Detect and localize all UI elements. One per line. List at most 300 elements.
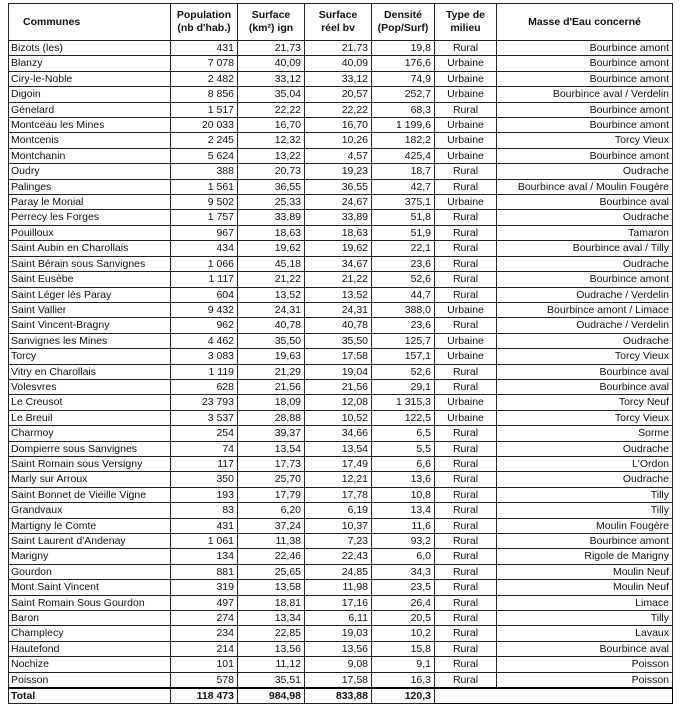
population-cell: 497 bbox=[171, 595, 238, 610]
commune-name: Saint Romain Sous Gourdon bbox=[9, 595, 171, 610]
densite-cell: 10,8 bbox=[372, 487, 435, 502]
table-row bbox=[9, 441, 673, 456]
table-row bbox=[9, 410, 673, 425]
population-cell: 5 624 bbox=[171, 148, 238, 163]
commune-name: Hautefond bbox=[9, 641, 171, 656]
commune-name: Mont Saint Vincent bbox=[9, 580, 171, 595]
surface-reel-cell: 19,23 bbox=[305, 164, 372, 179]
commune-name: Pouilloux bbox=[9, 225, 171, 240]
surface-reel-cell: 24,85 bbox=[305, 564, 372, 579]
table-row bbox=[9, 472, 673, 487]
total-surface-reel: 833,88 bbox=[305, 688, 372, 704]
population-cell: 234 bbox=[171, 626, 238, 641]
population-cell: 101 bbox=[171, 657, 238, 672]
header-type-milieu: Type de milieu bbox=[435, 4, 497, 41]
table-row bbox=[9, 672, 673, 688]
type-milieu-cell: Urbaine bbox=[435, 195, 497, 210]
population-cell: 20 033 bbox=[171, 118, 238, 133]
table-row bbox=[9, 580, 673, 595]
masse-eau-cell: Oudrache bbox=[497, 256, 673, 271]
type-milieu-cell: Rural bbox=[435, 595, 497, 610]
commune-name: Vitry en Charollais bbox=[9, 364, 171, 379]
commune-name: Volesvres bbox=[9, 379, 171, 394]
masse-eau-cell: Tilly bbox=[497, 487, 673, 502]
table-row bbox=[9, 56, 673, 71]
type-milieu-cell: Rural bbox=[435, 256, 497, 271]
densite-cell: 44,7 bbox=[372, 287, 435, 302]
surface-reel-cell: 4,57 bbox=[305, 148, 372, 163]
surface-reel-cell: 10,26 bbox=[305, 133, 372, 148]
type-milieu-cell: Rural bbox=[435, 580, 497, 595]
population-cell: 1 066 bbox=[171, 256, 238, 271]
population-cell: 967 bbox=[171, 225, 238, 240]
masse-eau-cell: Oudrache / Verdelin bbox=[497, 287, 673, 302]
masse-eau-cell: Tilly bbox=[497, 503, 673, 518]
commune-name: Marigny bbox=[9, 549, 171, 564]
surface-reel-cell: 16,70 bbox=[305, 118, 372, 133]
table-row bbox=[9, 503, 673, 518]
table-row bbox=[9, 287, 673, 302]
masse-eau-cell: Moulin Neuf bbox=[497, 564, 673, 579]
total-population: 118 473 bbox=[171, 688, 238, 704]
surface-reel-cell: 11,98 bbox=[305, 580, 372, 595]
surface-reel-cell: 33,89 bbox=[305, 210, 372, 225]
population-cell: 431 bbox=[171, 518, 238, 533]
population-cell: 3 083 bbox=[171, 349, 238, 364]
type-milieu-cell: Rural bbox=[435, 41, 497, 56]
population-cell: 7 078 bbox=[171, 56, 238, 71]
population-cell: 117 bbox=[171, 456, 238, 471]
type-milieu-cell: Rural bbox=[435, 225, 497, 240]
commune-name: Saint Eusèbe bbox=[9, 272, 171, 287]
table-row bbox=[9, 133, 673, 148]
commune-name: Palinges bbox=[9, 179, 171, 194]
densite-cell: 23,6 bbox=[372, 256, 435, 271]
commune-name: Saint Laurent d'Andenay bbox=[9, 534, 171, 549]
table-body bbox=[9, 41, 673, 689]
table-row bbox=[9, 641, 673, 656]
type-milieu-cell: Rural bbox=[435, 641, 497, 656]
surface-reel-cell: 24,67 bbox=[305, 195, 372, 210]
type-milieu-cell: Urbaine bbox=[435, 395, 497, 410]
surface-reel-cell: 19,62 bbox=[305, 241, 372, 256]
masse-eau-cell: Torcy Vieux bbox=[497, 133, 673, 148]
table-row bbox=[9, 364, 673, 379]
surface-reel-cell: 13,54 bbox=[305, 441, 372, 456]
table-row bbox=[9, 487, 673, 502]
surface-reel-cell: 22,43 bbox=[305, 549, 372, 564]
masse-eau-cell: Oudrache bbox=[497, 333, 673, 348]
population-cell: 962 bbox=[171, 318, 238, 333]
commune-name: Gourdon bbox=[9, 564, 171, 579]
masse-eau-cell: Lavaux bbox=[497, 626, 673, 641]
surface-reel-cell: 19,03 bbox=[305, 626, 372, 641]
surface-reel-cell: 10,37 bbox=[305, 518, 372, 533]
surface-reel-cell: 21,56 bbox=[305, 379, 372, 394]
surface-cell: 22,46 bbox=[238, 549, 305, 564]
surface-reel-cell: 12,21 bbox=[305, 472, 372, 487]
densite-cell: 375,1 bbox=[372, 195, 435, 210]
table-row bbox=[9, 302, 673, 317]
commune-name: Montcenis bbox=[9, 133, 171, 148]
densite-cell: 182,2 bbox=[372, 133, 435, 148]
masse-eau-cell: Bourbince amont bbox=[497, 71, 673, 86]
surface-cell: 35,50 bbox=[238, 333, 305, 348]
densite-cell: 15,8 bbox=[372, 641, 435, 656]
surface-cell: 13,34 bbox=[238, 611, 305, 626]
masse-eau-cell: Bourbince amont bbox=[497, 534, 673, 549]
surface-cell: 45,18 bbox=[238, 256, 305, 271]
population-cell: 431 bbox=[171, 41, 238, 56]
surface-cell: 13,56 bbox=[238, 641, 305, 656]
masse-eau-cell: Bourbince amont bbox=[497, 148, 673, 163]
surface-cell: 19,63 bbox=[238, 349, 305, 364]
population-cell: 3 537 bbox=[171, 410, 238, 425]
type-milieu-cell: Rural bbox=[435, 441, 497, 456]
surface-cell: 33,89 bbox=[238, 210, 305, 225]
population-cell: 1 117 bbox=[171, 272, 238, 287]
densite-cell: 29,1 bbox=[372, 379, 435, 394]
commune-name: Saint Romain sous Versigny bbox=[9, 456, 171, 471]
surface-cell: 36,55 bbox=[238, 179, 305, 194]
population-cell: 9 502 bbox=[171, 195, 238, 210]
surface-reel-cell: 35,50 bbox=[305, 333, 372, 348]
commune-name: Champlecy bbox=[9, 626, 171, 641]
type-milieu-cell: Rural bbox=[435, 164, 497, 179]
densite-cell: 6,6 bbox=[372, 456, 435, 471]
table-row bbox=[9, 626, 673, 641]
surface-cell: 40,09 bbox=[238, 56, 305, 71]
type-milieu-cell: Rural bbox=[435, 456, 497, 471]
population-cell: 1 119 bbox=[171, 364, 238, 379]
surface-cell: 35,04 bbox=[238, 87, 305, 102]
population-cell: 2 245 bbox=[171, 133, 238, 148]
type-milieu-cell: Urbaine bbox=[435, 333, 497, 348]
surface-cell: 35,51 bbox=[238, 672, 305, 688]
densite-cell: 425,4 bbox=[372, 148, 435, 163]
commune-name: Baron bbox=[9, 611, 171, 626]
table-header-row bbox=[9, 4, 673, 41]
population-cell: 193 bbox=[171, 487, 238, 502]
surface-reel-cell: 33,12 bbox=[305, 71, 372, 86]
densite-cell: 122,5 bbox=[372, 410, 435, 425]
population-cell: 434 bbox=[171, 241, 238, 256]
type-milieu-cell: Rural bbox=[435, 503, 497, 518]
population-cell: 1 517 bbox=[171, 102, 238, 117]
surface-cell: 21,22 bbox=[238, 272, 305, 287]
commune-name: Saint Léger lès Paray bbox=[9, 287, 171, 302]
table-row bbox=[9, 41, 673, 56]
population-cell: 319 bbox=[171, 580, 238, 595]
surface-reel-cell: 13,52 bbox=[305, 287, 372, 302]
total-surface: 984,98 bbox=[238, 688, 305, 704]
masse-eau-cell: Bourbince aval / Verdelin bbox=[497, 87, 673, 102]
table-row bbox=[9, 272, 673, 287]
commune-name: Saint Aubin en Charollais bbox=[9, 241, 171, 256]
surface-cell: 17,73 bbox=[238, 456, 305, 471]
table-row bbox=[9, 426, 673, 441]
surface-cell: 18,81 bbox=[238, 595, 305, 610]
type-milieu-cell: Urbaine bbox=[435, 133, 497, 148]
population-cell: 1 061 bbox=[171, 534, 238, 549]
densite-cell: 157,1 bbox=[372, 349, 435, 364]
table-row bbox=[9, 179, 673, 194]
table-row bbox=[9, 379, 673, 394]
masse-eau-cell: Tamaron bbox=[497, 225, 673, 240]
commune-name: Montchanin bbox=[9, 148, 171, 163]
type-milieu-cell: Urbaine bbox=[435, 87, 497, 102]
surface-cell: 40,78 bbox=[238, 318, 305, 333]
surface-cell: 13,52 bbox=[238, 287, 305, 302]
surface-cell: 25,65 bbox=[238, 564, 305, 579]
surface-reel-cell: 22,22 bbox=[305, 102, 372, 117]
population-cell: 4 462 bbox=[171, 333, 238, 348]
densite-cell: 52,6 bbox=[372, 272, 435, 287]
masse-eau-cell: Sorme bbox=[497, 426, 673, 441]
type-milieu-cell: Rural bbox=[435, 657, 497, 672]
densite-cell: 34,3 bbox=[372, 564, 435, 579]
masse-eau-cell: Bourbince amont bbox=[497, 56, 673, 71]
masse-eau-cell: Oudrache bbox=[497, 441, 673, 456]
densite-cell: 74,9 bbox=[372, 71, 435, 86]
population-cell: 214 bbox=[171, 641, 238, 656]
densite-cell: 42,7 bbox=[372, 179, 435, 194]
total-label: Total bbox=[9, 688, 171, 704]
commune-name: Montceau les Mines bbox=[9, 118, 171, 133]
type-milieu-cell: Rural bbox=[435, 272, 497, 287]
table-row bbox=[9, 333, 673, 348]
surface-cell: 24,31 bbox=[238, 302, 305, 317]
surface-cell: 18,63 bbox=[238, 225, 305, 240]
masse-eau-cell: Oudrache / Verdelin bbox=[497, 318, 673, 333]
densite-cell: 68,3 bbox=[372, 102, 435, 117]
type-milieu-cell: Urbaine bbox=[435, 302, 497, 317]
surface-cell: 39,37 bbox=[238, 426, 305, 441]
masse-eau-cell: Oudrache bbox=[497, 472, 673, 487]
densite-cell: 5,5 bbox=[372, 441, 435, 456]
surface-reel-cell: 40,78 bbox=[305, 318, 372, 333]
type-milieu-cell: Urbaine bbox=[435, 349, 497, 364]
type-milieu-cell: Rural bbox=[435, 672, 497, 688]
surface-cell: 6,20 bbox=[238, 503, 305, 518]
population-cell: 604 bbox=[171, 287, 238, 302]
type-milieu-cell: Urbaine bbox=[435, 118, 497, 133]
commune-name: Ciry-le-Noble bbox=[9, 71, 171, 86]
header-surface-reel: Surface réel bv bbox=[305, 4, 372, 41]
surface-reel-cell: 6,11 bbox=[305, 611, 372, 626]
surface-reel-cell: 17,58 bbox=[305, 349, 372, 364]
densite-cell: 176,6 bbox=[372, 56, 435, 71]
surface-reel-cell: 34,67 bbox=[305, 256, 372, 271]
densite-cell: 52,6 bbox=[372, 364, 435, 379]
commune-name: Le Breuil bbox=[9, 410, 171, 425]
densite-cell: 22,1 bbox=[372, 241, 435, 256]
type-milieu-cell: Urbaine bbox=[435, 410, 497, 425]
population-cell: 350 bbox=[171, 472, 238, 487]
surface-cell: 25,70 bbox=[238, 472, 305, 487]
surface-reel-cell: 17,58 bbox=[305, 672, 372, 688]
type-milieu-cell: Rural bbox=[435, 472, 497, 487]
surface-cell: 11,12 bbox=[238, 657, 305, 672]
commune-name: Digoin bbox=[9, 87, 171, 102]
masse-eau-cell: Bourbince amont bbox=[497, 102, 673, 117]
table-row bbox=[9, 148, 673, 163]
masse-eau-cell: Moulin Neuf bbox=[497, 580, 673, 595]
table-row bbox=[9, 256, 673, 271]
table-row bbox=[9, 595, 673, 610]
surface-reel-cell: 10,52 bbox=[305, 410, 372, 425]
table-row bbox=[9, 534, 673, 549]
population-cell: 578 bbox=[171, 672, 238, 688]
type-milieu-cell: Urbaine bbox=[435, 56, 497, 71]
table-row bbox=[9, 210, 673, 225]
surface-reel-cell: 20,57 bbox=[305, 87, 372, 102]
population-cell: 23 793 bbox=[171, 395, 238, 410]
surface-reel-cell: 17,16 bbox=[305, 595, 372, 610]
surface-reel-cell: 17,78 bbox=[305, 487, 372, 502]
surface-cell: 17,79 bbox=[238, 487, 305, 502]
densite-cell: 10,2 bbox=[372, 626, 435, 641]
table-row bbox=[9, 564, 673, 579]
masse-eau-cell: Bourbince aval bbox=[497, 379, 673, 394]
type-milieu-cell: Rural bbox=[435, 210, 497, 225]
table-row bbox=[9, 549, 673, 564]
type-milieu-cell: Rural bbox=[435, 426, 497, 441]
commune-name: Génelard bbox=[9, 102, 171, 117]
masse-eau-cell: Bourbince aval bbox=[497, 641, 673, 656]
type-milieu-cell: Rural bbox=[435, 379, 497, 394]
commune-name: Le Creusot bbox=[9, 395, 171, 410]
population-cell: 83 bbox=[171, 503, 238, 518]
table-row bbox=[9, 118, 673, 133]
commune-name: Marly sur Arroux bbox=[9, 472, 171, 487]
surface-cell: 13,22 bbox=[238, 148, 305, 163]
commune-name: Poisson bbox=[9, 672, 171, 688]
surface-reel-cell: 36,55 bbox=[305, 179, 372, 194]
table-row bbox=[9, 318, 673, 333]
densite-cell: 23,5 bbox=[372, 580, 435, 595]
surface-cell: 22,22 bbox=[238, 102, 305, 117]
header-densite: Densité (Pop/Surf) bbox=[372, 4, 435, 41]
masse-eau-cell: Poisson bbox=[497, 672, 673, 688]
masse-eau-cell: Bourbince amont bbox=[497, 41, 673, 56]
table-row bbox=[9, 657, 673, 672]
commune-table-sheet bbox=[8, 3, 673, 704]
densite-cell: 252,7 bbox=[372, 87, 435, 102]
densite-cell: 23,6 bbox=[372, 318, 435, 333]
commune-name: Grandvaux bbox=[9, 503, 171, 518]
masse-eau-cell: Torcy Neuf bbox=[497, 395, 673, 410]
type-milieu-cell: Urbaine bbox=[435, 71, 497, 86]
commune-name: Saint Vallier bbox=[9, 302, 171, 317]
table-row bbox=[9, 164, 673, 179]
densite-cell: 125,7 bbox=[372, 333, 435, 348]
population-cell: 274 bbox=[171, 611, 238, 626]
type-milieu-cell: Rural bbox=[435, 564, 497, 579]
surface-reel-cell: 24,31 bbox=[305, 302, 372, 317]
densite-cell: 11,6 bbox=[372, 518, 435, 533]
commune-name: Bizots (les) bbox=[9, 41, 171, 56]
type-milieu-cell: Rural bbox=[435, 179, 497, 194]
densite-cell: 20,5 bbox=[372, 611, 435, 626]
type-milieu-cell: Rural bbox=[435, 487, 497, 502]
surface-reel-cell: 18,63 bbox=[305, 225, 372, 240]
population-cell: 8 856 bbox=[171, 87, 238, 102]
total-empty-masse bbox=[497, 688, 673, 704]
type-milieu-cell: Rural bbox=[435, 549, 497, 564]
masse-eau-cell: Limace bbox=[497, 595, 673, 610]
commune-name: Charmoy bbox=[9, 426, 171, 441]
table-row bbox=[9, 71, 673, 86]
masse-eau-cell: Bourbince aval / Moulin Fougère bbox=[497, 179, 673, 194]
surface-cell: 12,32 bbox=[238, 133, 305, 148]
surface-cell: 33,12 bbox=[238, 71, 305, 86]
surface-cell: 21,29 bbox=[238, 364, 305, 379]
type-milieu-cell: Rural bbox=[435, 318, 497, 333]
surface-cell: 20,73 bbox=[238, 164, 305, 179]
total-densite: 120,3 bbox=[372, 688, 435, 704]
surface-cell: 37,24 bbox=[238, 518, 305, 533]
table-row bbox=[9, 225, 673, 240]
commune-name: Saint Vincent-Bragny bbox=[9, 318, 171, 333]
densite-cell: 13,6 bbox=[372, 472, 435, 487]
population-cell: 74 bbox=[171, 441, 238, 456]
table-row bbox=[9, 395, 673, 410]
commune-name: Nochize bbox=[9, 657, 171, 672]
densite-cell: 16,3 bbox=[372, 672, 435, 688]
masse-eau-cell: Bourbince amont / Limace bbox=[497, 302, 673, 317]
masse-eau-cell: Bourbince aval bbox=[497, 364, 673, 379]
masse-eau-cell: Rigole de Marigny bbox=[497, 549, 673, 564]
table-row bbox=[9, 349, 673, 364]
surface-cell: 21,56 bbox=[238, 379, 305, 394]
densite-cell: 19,8 bbox=[372, 41, 435, 56]
masse-eau-cell: Torcy Vieux bbox=[497, 349, 673, 364]
densite-cell: 388,0 bbox=[372, 302, 435, 317]
surface-cell: 11,38 bbox=[238, 534, 305, 549]
densite-cell: 51,8 bbox=[372, 210, 435, 225]
surface-cell: 13,54 bbox=[238, 441, 305, 456]
type-milieu-cell: Rural bbox=[435, 287, 497, 302]
masse-eau-cell: Oudrache bbox=[497, 210, 673, 225]
masse-eau-cell: Torcy Vieux bbox=[497, 410, 673, 425]
densite-cell: 18,7 bbox=[372, 164, 435, 179]
masse-eau-cell: Poisson bbox=[497, 657, 673, 672]
masse-eau-cell: Bourbince amont bbox=[497, 272, 673, 287]
densite-cell: 1 199,6 bbox=[372, 118, 435, 133]
population-cell: 2 482 bbox=[171, 71, 238, 86]
surface-reel-cell: 21,22 bbox=[305, 272, 372, 287]
surface-cell: 19,62 bbox=[238, 241, 305, 256]
commune-name: Torcy bbox=[9, 349, 171, 364]
table-row bbox=[9, 611, 673, 626]
commune-name: Sanvignes les Mines bbox=[9, 333, 171, 348]
densite-cell: 13,4 bbox=[372, 503, 435, 518]
masse-eau-cell: Bourbince aval bbox=[497, 195, 673, 210]
densite-cell: 6,0 bbox=[372, 549, 435, 564]
surface-reel-cell: 40,09 bbox=[305, 56, 372, 71]
surface-cell: 16,70 bbox=[238, 118, 305, 133]
type-milieu-cell: Rural bbox=[435, 102, 497, 117]
table-row bbox=[9, 241, 673, 256]
type-milieu-cell: Rural bbox=[435, 611, 497, 626]
population-cell: 1 561 bbox=[171, 179, 238, 194]
commune-data-table bbox=[8, 3, 673, 704]
commune-name: Dompierre sous Sanvignes bbox=[9, 441, 171, 456]
surface-cell: 13,58 bbox=[238, 580, 305, 595]
surface-reel-cell: 21,73 bbox=[305, 41, 372, 56]
surface-reel-cell: 9,08 bbox=[305, 657, 372, 672]
